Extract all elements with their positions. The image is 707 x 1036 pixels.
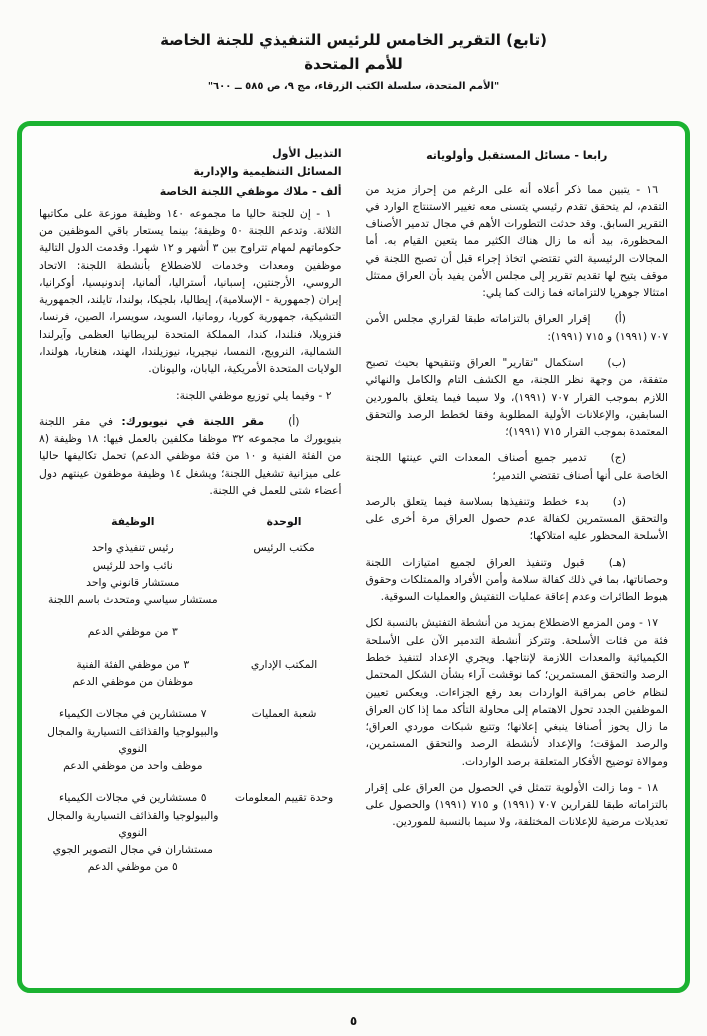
left-column bbox=[39, 145, 342, 978]
item-marker: (أ) bbox=[288, 414, 300, 428]
item-marker: (ج) bbox=[610, 451, 626, 465]
paragraph-16: ١٦ - يتبين مما ذكر أعلاه أنه على الرغم من إحراز مزيد من التقدم، لم يتحقق تقدم رئيسي يتسنى معه تغيير الاستنتاج الوارد في التقرير السابق. وقد حدثت التطورات الأهم في مجال تدمير الأصناف المحظورة، بيد أنه ما زال هناك الكثير مما يتعين القيام به. أما المجالات الرئيسية التي تقتضي اتخاذ إجراء قبل أن تصبح اللجنة في موقف يتيح لها تقديم تقرير إلى مجلس الأمن يفيد بأن العراق ممتثل امتثالا جوهريا لالتزاماته فما زالت كما يلي: bbox=[365, 182, 668, 300]
appendix-heading: التذييل الأول bbox=[272, 147, 342, 160]
positions-cell bbox=[39, 789, 227, 875]
unit-cell: شعبة العمليات bbox=[251, 707, 317, 721]
right-column bbox=[366, 145, 669, 978]
position-line: ٥ مستشارين في مجالات الكيمياء والبيولوجيا والقذائف التسيارية والمجال النووي bbox=[47, 791, 219, 839]
list-item-a-staffing bbox=[39, 413, 342, 499]
positions-cell bbox=[39, 539, 227, 640]
item-lead: مقر اللجنة في نيويورك: bbox=[121, 414, 265, 428]
appendix-sub-heading: ألف - ملاك موظفي اللجنة الخاصة bbox=[159, 185, 342, 199]
position-line: نائب واحد للرئيس bbox=[92, 558, 173, 572]
document-title-line2: للأمم المتحدة bbox=[304, 55, 403, 73]
position-line: رئيس تنفيذي واحد bbox=[91, 541, 174, 555]
content-frame bbox=[17, 121, 690, 993]
item-text: إقرار العراق بالتزاماته طبقا لقراري مجلس الأمن ٧٠٧ (١٩٩١) و ٧١٥ (١٩٩١): bbox=[365, 312, 668, 343]
item-text: بدء خطط وتنفيذها بسلاسة فيما يتعلق بالرصد والتحقق المستمرين لكفالة عدم حصول العراق مرة أخرى على الأسلحة المحظور عليه امتلاكها؛ bbox=[365, 494, 668, 543]
column-header-position: الوظيفة bbox=[111, 515, 155, 529]
unit-cell: وحدة تقييم المعلومات bbox=[234, 791, 334, 805]
two-column-layout bbox=[39, 145, 668, 978]
document-source-citation: "الأمم المتحدة، سلسلة الكتب الزرقاء، مج ٩، ص ٥٨٥ ــ ٦٠٠" bbox=[207, 81, 500, 92]
position-line: ٧ مستشارين في مجالات الكيمياء والبيولوجيا والقذائف التسيارية والمجال النووي bbox=[47, 707, 219, 755]
paragraph-18: ١٨ - وما زالت الأولوية تتمثل في الحصول من العراق على إقرار بالتزاماته طبقا للقرارين ٧٠٧ (١٩٩١) و ٧١٥ (١٩٩١) والحصول على تعديلات مرضية للإعلانات المختلفة، ولا سيما بالنسبة للموردين. bbox=[365, 780, 668, 829]
table-row bbox=[39, 539, 342, 640]
list-item-b bbox=[366, 354, 669, 440]
position-line: ٣ من موظفي الفئة الفنية bbox=[76, 657, 190, 671]
section-heading-fourth: رابعا - مسائل المستقبل وأولوياته bbox=[426, 149, 608, 162]
table-row bbox=[39, 705, 342, 774]
list-item-e bbox=[366, 554, 669, 606]
column-header-unit: الوحدة bbox=[266, 515, 302, 529]
item-marker: (د) bbox=[612, 494, 626, 508]
staffing-table-header bbox=[39, 513, 342, 530]
item-marker: (هـ) bbox=[608, 555, 626, 569]
paragraph-17: ١٧ - ومن المزمع الاضطلاع بمزيد من أنشطة التفتيش بالنسبة لكل فئة من فئات الأسلحة. وتتركز أنشطة التدمير الآن على الأسلحة الكيميائية والمعدات اللازمة لإنتاجها. ويجري الإعداد لتنفيذ خطط الرصد والتحقق المستمرين؛ كما نوقشت آراء بشأن الشكل المحتمل لنظام خاص بمراقبة الواردات بعد رفع الجزاءات. ويعكس تعيين الموظفين الجدد تحول الاهتمام إلى محاولة التأكد مما إذا كان العراق ما زال يحوز أصنافا ينبغي إعلانها؛ وتتبع شبكات موردي العراق؛ والرصد المؤقت؛ والإعداد لأنشطة الرصد والتحقق المستمرين، وموالاة توضيح الأفكار المتعلقة برصد الواردات. bbox=[365, 616, 668, 768]
list-item-d bbox=[366, 493, 669, 545]
page-number: ٥ bbox=[349, 1014, 358, 1028]
item-text: قبول وتنفيذ العراق لجميع امتيازات اللجنة وحصاناتها، بما في ذلك كفالة سلامة وأمن الأفراد والممتلكات وحقوق هبوط الطائرات وعدم إعاقة عمليات التفتيش والعمليات السوقية. bbox=[365, 555, 668, 604]
paragraph-2: ٢ - وفيما يلي توزيع موظفي اللجنة: bbox=[175, 388, 332, 402]
position-line: مستشار سياسي ومتحدث باسم اللجنة bbox=[47, 593, 218, 607]
list-item-c bbox=[366, 449, 669, 484]
position-line: موظفان من موظفي الدعم bbox=[72, 674, 194, 688]
position-line: موظف واحد من موظفي الدعم bbox=[63, 759, 203, 773]
document-title-line1: (تابع) التقرير الخامس للرئيس التنفيذي للجنة الخاصة bbox=[160, 31, 547, 49]
paragraph-1: ١ - إن للجنة حاليا ما مجموعه ١٤٠ وظيفة موزعة على مكاتبها الثلاثة. وتدعم اللجنة ٥٠ وظيفة؛ بينما يستعار باقي الموظفين من حكوماتهم لمهام تتراوح بين ٣ أشهر و ١٢ شهرا. وقدمت الدول التالية موظفين ومعدات وخدمات للاضطلاع بأنشطة اللجنة: الاتحاد الروسي، الأرجنتين، إسبانيا، أستراليا، ألمانيا، إندونيسيا، أوكرانيا، إيران (جمهورية - الإسلامية)، إيطاليا، بلجيكا، بولندا، تايلند، الجمهورية التشيكية، جمهورية كوريا، رومانيا، السويد، سويسرا، الصين، فرنسا، فنزويلا، فنلندا، كندا، المملكة المتحدة لبريطانيا العظمى وآيرلندا الشمالية، النرويج، النمسا، نيجيريا، نيوزيلندا، الهند، هنغاريا، هولندا، الولايات المتحدة الأمريكية، اليابان، واليونان. bbox=[39, 206, 342, 376]
position-line: مستشار قانوني واحد bbox=[86, 575, 180, 589]
appendix-section-heading: المسائل التنظيمية والإدارية bbox=[193, 165, 342, 179]
document-header bbox=[0, 0, 707, 92]
table-row bbox=[39, 789, 342, 875]
position-line: ٥ من موظفي الدعم bbox=[87, 860, 178, 874]
item-text: استكمال "تقارير" العراق وتنقيحها بحيث تصبح متفقة، من وجهة نظر اللجنة، مع الكشف التام والكامل والنهائي اللازم بموجب القرار ٧٠٧ (١٩٩١)، ولا سيما فيما يتعلق بالموردين السابقين، والإعلانات الأولية المطلوبة وفقا لخطط الرصد والتحقق المعتمدة بموجب القرار ٧١٥ (١٩٩١)؛ bbox=[365, 355, 668, 439]
item-text: تدمير جميع أصناف المعدات التي عينتها اللجنة الخاصة على أنها أصناف تقتضي التدمير؛ bbox=[365, 451, 668, 482]
position-line: ٣ من موظفي الدعم bbox=[87, 625, 178, 639]
item-text: في مقر اللجنة بنيويورك ما مجموعه ٣٢ موظفا مكلفين بالعمل فيها: ١٨ وظيفة (٨ من الفئة الفنية و ١٠ من فئة موظفي الدعم) تحمل تكاليفها حاليا على ميزانية تشغيل اللجنة؛ ويشغل ١٤ وظيفة موظفون عينتهم دول أعضاء شتى للعمل في اللجنة. bbox=[39, 414, 342, 497]
table-row bbox=[39, 656, 342, 691]
item-marker: (ب) bbox=[607, 355, 626, 369]
positions-cell bbox=[39, 705, 227, 774]
positions-cell bbox=[39, 656, 227, 691]
list-item-a bbox=[366, 310, 669, 345]
item-marker: (أ) bbox=[614, 312, 626, 326]
position-line: مستشاران في مجال التصوير الجوي bbox=[52, 843, 213, 857]
unit-cell: المكتب الإداري bbox=[250, 657, 318, 671]
staffing-table bbox=[39, 513, 342, 876]
unit-cell: مكتب الرئيس bbox=[253, 541, 315, 555]
